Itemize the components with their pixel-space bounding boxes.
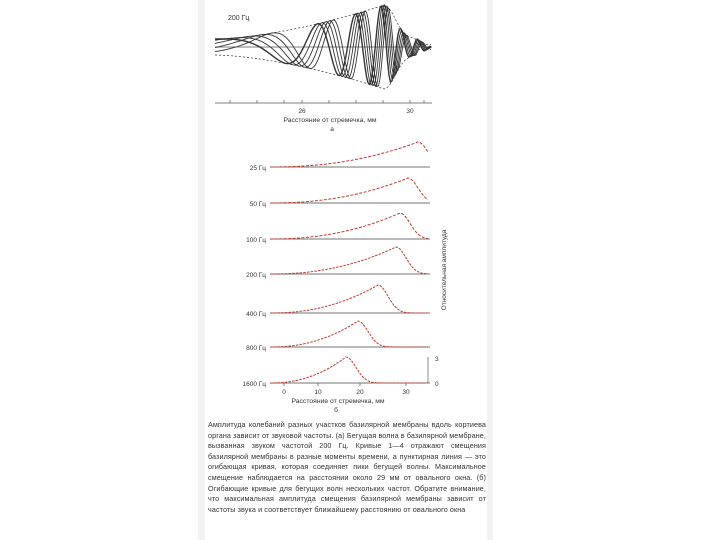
figure-b-rows <box>270 142 430 386</box>
figure-a-xtick-26: 26 <box>298 108 306 115</box>
figure-a-panel-label: а <box>330 126 334 133</box>
figure-b-xtick-30: 30 <box>402 389 410 396</box>
figure-b-freq-0: 25 Гц <box>249 165 266 172</box>
figure-b-xtick-0: 0 <box>282 389 286 396</box>
figure-b-envelope-1 <box>270 178 428 203</box>
figure-b-xtick-20: 20 <box>356 389 364 396</box>
figure-b-envelope-3 <box>270 247 428 274</box>
figure-a <box>215 5 432 133</box>
figure-b-xlabel: Расстояние от стремечка, мм <box>291 398 385 405</box>
figure-b-panel-label: б <box>334 407 338 414</box>
figure-b-freq-4: 400 Гц <box>246 311 266 318</box>
figure-b-freq-2: 100 Гц <box>246 237 266 244</box>
figure-b-freq-1: 50 Гц <box>249 201 266 208</box>
figure-b-ylabel: Относительная амплитуда <box>441 229 448 311</box>
figure-b-freq-6: 1600 Гц <box>242 381 266 388</box>
figure-b-envelope-6 <box>270 357 428 383</box>
figure-b-xtick-10: 10 <box>314 389 322 396</box>
figure-a-freq-label: 200 Гц <box>228 15 250 22</box>
figure-b-envelope-0 <box>270 142 428 167</box>
figure-a-xlabel: Расстояние от стремечка, мм <box>283 117 377 124</box>
figure-b-ytick-3: 3 <box>435 356 439 363</box>
figure-b-envelope-2 <box>270 213 428 239</box>
figure-b-envelope-4 <box>270 285 428 313</box>
figure-a-ticks <box>230 100 424 103</box>
figure-b-envelope-5 <box>270 321 428 347</box>
figure-b-freq-3: 200 Гц <box>246 272 266 279</box>
figure-b <box>242 142 448 414</box>
figure-b-freq-5: 800 Гц <box>246 345 266 352</box>
figure-a-xtick-30: 30 <box>406 108 414 115</box>
figure-b-ytick-0: 0 <box>435 381 439 388</box>
figure-caption: Амплитуда колебаний разных участков базилярной мембраны вдоль кортиева органа зависит от звуковой частоты. (а) Бегущая волна в базилярной мембране, вызванная звуком частотой 200 Гц. Кривые 1—4 отражают смещения базилярной мембраны в разные моменты времени, а пунктирная линия — это огибающая кривая, которая соединяет пики бегущей волны. Максимальное смещение наблюдается на расстоянии около 29 мм от овального окна. (б) Огибающие кривые для бегущих волн нескольких частот. Обратите внимание, что максимальная амплитуда смещения базилярной мембраны зависит от частоты звука и соответствует ближайшему расстоянию от овального окна <box>208 420 486 514</box>
